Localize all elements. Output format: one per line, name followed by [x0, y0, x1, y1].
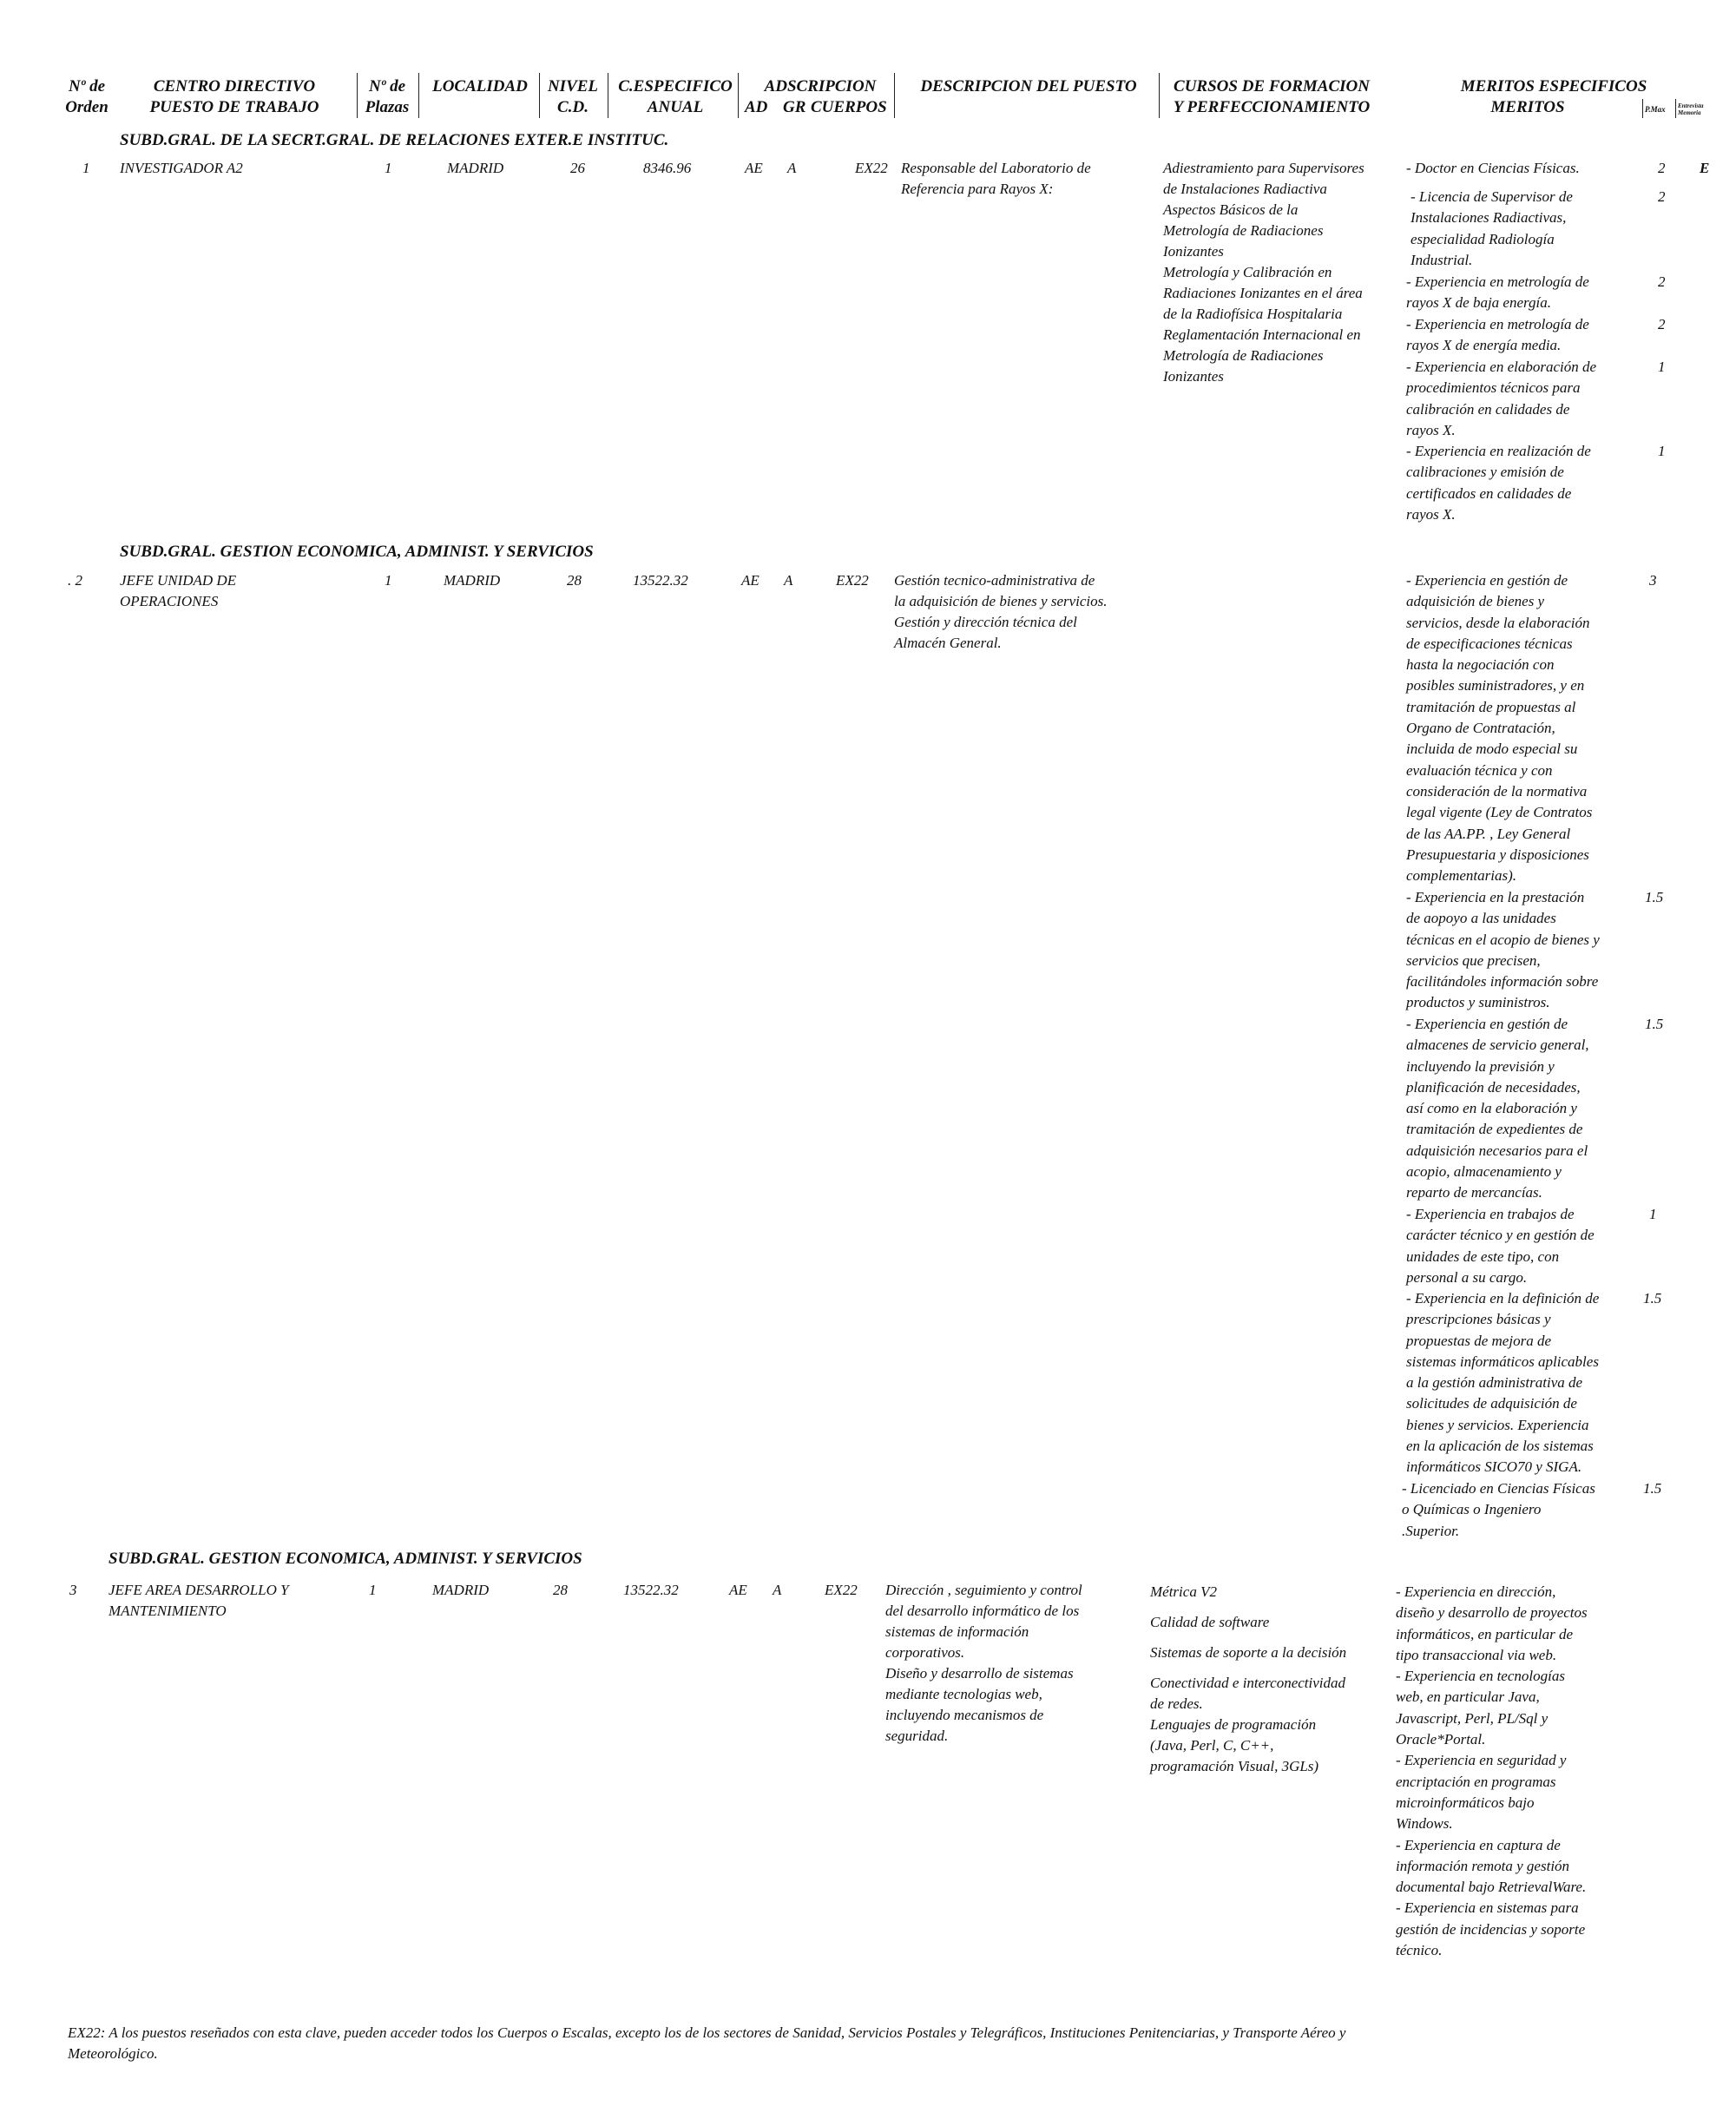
header-divider — [418, 73, 419, 118]
nivel-value: 26 — [570, 160, 585, 176]
localidad-value: MADRID — [432, 1582, 490, 1598]
cursos-list: Métrica V2 Calidad de software Sistemas de soporte a la decisión Conectividad e interconectividad de redes. Lenguajes de programación (Java, Perl, C, C++, programación Visual, 3GLs) — [1150, 1583, 1347, 1774]
ad-value: AE — [745, 160, 763, 176]
header-plazas: Nº de Plazas — [365, 77, 410, 116]
header-localidad: LOCALIDAD — [432, 77, 528, 95]
nivel-value: 28 — [553, 1582, 568, 1598]
merit-points: 2 — [1658, 316, 1666, 332]
header-n-orden: Nº de Orden — [65, 77, 108, 116]
section-title: SUBD.GRAL. GESTION ECONOMICA, ADMINIST. Y SERVICIOS — [120, 543, 594, 561]
footnote: EX22: A los puestos reseñados con esta clave, pueden acceder todos los Cuerpos o Escalas, excepto los de los sectores de Sanidad, Servicios Postales y Telegráficos, Instituciones Penitenciarias, y Transporte Aéreo y Meteorológico. — [68, 2024, 1346, 2062]
merit-points: 2 — [1658, 273, 1666, 290]
merit-item: - Experiencia en la prestación de aopoyo a las unidades técnicas en el acopio de bienes y servicios que precisen, facilitándoles información sobre productos y suministros. — [1406, 889, 1600, 1011]
section-title: SUBD.GRAL. GESTION ECONOMICA, ADMINIST. Y SERVICIOS — [108, 1550, 582, 1568]
merit-points: 1 — [1658, 359, 1666, 375]
especifico-value: 13522.32 — [633, 572, 688, 589]
header-entrevista: Entrevista Memoria — [1678, 102, 1704, 116]
merit-points: 1.5 — [1645, 889, 1664, 905]
localidad-value: MADRID — [444, 572, 501, 589]
header-meritos-especificos: MERITOS ESPECIFICOS — [1460, 77, 1647, 95]
header-gr: GR — [783, 98, 806, 116]
merit-points: 2 — [1658, 188, 1666, 205]
merit-item: - Experiencia en la definición de prescripciones básicas y propuestas de mejora de sistemas informáticos aplicables a la gestión administrativa de solicitudes de adquisición de bienes y servicios. Experiencia en la aplicación de los sistemas informáticos SICO70 y SIGA. — [1406, 1290, 1600, 1476]
orden-value: . 2 — [68, 572, 82, 589]
plazas-value: 1 — [369, 1582, 377, 1598]
ad-value: AE — [741, 572, 760, 589]
header-centro-directivo: CENTRO DIRECTIVO PUESTO DE TRABAJO — [149, 77, 319, 116]
merit-item: - Experiencia en gestión de adquisición de bienes y servicios, desde la elaboración de especificaciones técnicas hasta la negociación con posibles suministradores, y en tramitación de propuestas al Organo de Contratación, incluida de modo especial su evaluación técnica y con consideración de la normativa legal vigente (Ley de Contratos de las AA.PP. , Ley General Presupuestaria y disposiciones complementarias). — [1406, 572, 1593, 885]
header-descripcion: DESCRIPCION DEL PUESTO — [920, 77, 1137, 95]
nivel-value: 28 — [567, 572, 582, 589]
cuerpos-value: EX22 — [836, 572, 869, 589]
orden-value: 1 — [82, 160, 90, 176]
merit-item: - Experiencia en gestión de almacenes de servicio general, incluyendo la previsión y planificación de necesidades, así como en la elaboración y tramitación de expedientes de adquisición necesarios para el acopio, almacenamiento y reparto de mercancías. — [1406, 1016, 1589, 1201]
descripcion-text: Gestión tecnico-administrativa de la adquisición de bienes y servicios. Gestión y dirección técnica del Almacén General. — [894, 572, 1108, 651]
merit-item: - Experiencia en elaboración de procedimientos técnicos para calibración en calidades de rayos X. — [1406, 359, 1597, 438]
header-nivel: NIVEL C.D. — [547, 77, 599, 116]
especifico-value: 13522.32 — [623, 1582, 679, 1598]
header-divider — [1675, 99, 1676, 118]
merit-item: - Experiencia en dirección, diseño y desarrollo de proyectos informáticos, en particular de tipo transaccional via web. - Experiencia en tecnologías web, en particular Java, Javascript, Perl, PL/Sql y Oracle*Portal. - Experiencia en seguridad y encriptación en programas microinformáticos bajo Windows. - Experiencia en captura de información remota y gestión documental bajo RetrievalWare. - Experiencia en sistemas para gestión de incidencias y soporte técnico. — [1396, 1583, 1588, 1959]
especifico-value: 8346.96 — [643, 160, 692, 176]
header-ad: AD — [745, 98, 768, 116]
merit-points: 1 — [1649, 1206, 1657, 1222]
ad-value: AE — [729, 1582, 747, 1598]
merit-points: 2 — [1658, 160, 1666, 176]
merit-points: 1 — [1658, 443, 1666, 459]
merit-points: 1.5 — [1643, 1480, 1662, 1497]
merit-item: - Experiencia en metrología de rayos X de energía media. — [1406, 316, 1589, 354]
plazas-value: 1 — [385, 160, 392, 176]
merit-item: - Licencia de Supervisor de Instalaciones Radiactivas, especialidad Radiología Industrial. — [1410, 188, 1573, 268]
header-especifico: C.ESPECIFICO ANUAL — [618, 77, 733, 116]
header-divider — [738, 73, 739, 118]
section-title: SUBD.GRAL. DE LA SECRT.GRAL. DE RELACIONES EXTER.E INSTITUC. — [120, 131, 669, 149]
cursos-list: Adiestramiento para Supervisores de Instalaciones Radiactiva Aspectos Básicos de la Metrología de Radiaciones Ionizantes Metrología y Calibración en Radiaciones Ionizantes en el área de la Radiofísica Hospitalaria Reglamentación Internacional en Metrología de Radiaciones Ionizantes — [1163, 160, 1364, 385]
header-divider — [1159, 73, 1160, 118]
merit-points: 1.5 — [1645, 1016, 1664, 1032]
plazas-value: 1 — [385, 572, 392, 589]
header-divider — [1642, 99, 1643, 118]
header-adscripcion: ADSCRIPCION — [764, 77, 877, 95]
cuerpos-value: EX22 — [825, 1582, 858, 1598]
merit-item: - Experiencia en trabajos de carácter técnico y en gestión de unidades de este tipo, con personal a su cargo. — [1406, 1206, 1595, 1286]
puesto-name: JEFE UNIDAD DE OPERACIONES — [120, 572, 237, 609]
merit-item: - Doctor en Ciencias Físicas. — [1406, 160, 1580, 176]
header-meritos: MERITOS — [1490, 98, 1565, 116]
merit-item: - Licenciado en Ciencias Físicas o Químicas o Ingeniero .Superior. — [1402, 1480, 1595, 1539]
merit-item: - Experiencia en realización de calibraciones y emisión de certificados en calidades de rayos X. — [1406, 443, 1591, 523]
puesto-name: INVESTIGADOR A2 — [120, 160, 243, 176]
gr-value: A — [773, 1582, 782, 1598]
orden-value: 3 — [69, 1582, 77, 1598]
descripcion-text: Dirección , seguimiento y control del desarrollo informático de los sistemas de información corporativos. Diseño y desarrollo de sistemas mediante tecnologias web, incluyendo mecanismos de seguridad. — [885, 1582, 1082, 1744]
cuerpos-value: EX22 — [855, 160, 888, 176]
merit-item: - Experiencia en metrología de rayos X de baja energía. — [1406, 273, 1589, 312]
header-cuerpos: CUERPOS — [811, 98, 887, 116]
gr-value: A — [787, 160, 797, 176]
header-divider — [894, 73, 895, 118]
localidad-value: MADRID — [447, 160, 504, 176]
merit-points: 1.5 — [1643, 1290, 1662, 1307]
entrevista-value: E — [1700, 160, 1710, 176]
header-pmax: P.Max — [1645, 105, 1666, 114]
descripcion-text: Responsable del Laboratorio de Referencia para Rayos X: — [901, 160, 1091, 197]
header-cursos: CURSOS DE FORMACION Y PERFECCIONAMIENTO — [1173, 77, 1371, 116]
gr-value: A — [784, 572, 793, 589]
merit-points: 3 — [1649, 572, 1657, 589]
puesto-name: JEFE AREA DESARROLLO Y MANTENIMIENTO — [108, 1582, 289, 1619]
